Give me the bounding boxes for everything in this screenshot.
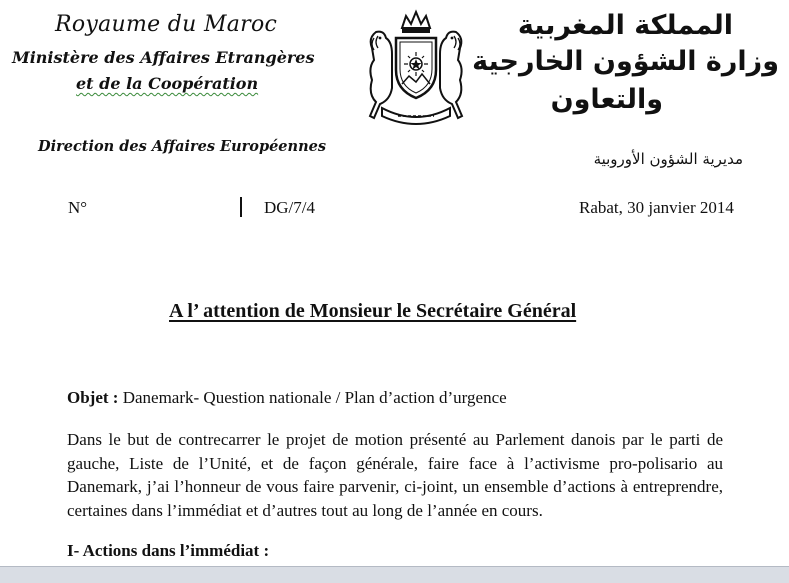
kingdom-title-ar: المملكة المغربية [517,10,733,41]
reference-code: DG/7/4 [264,198,315,217]
objet-label: Objet : [67,388,119,407]
objet-text: Danemark- Question nationale / Plan d’action d’urgence [118,388,507,407]
direction-title-ar: مديرية الشؤون الأوروبية [593,150,743,168]
attention-line: A l’ attention de Monsieur le Secrétaire Général [169,300,577,322]
moroccan-coat-of-arms-icon [364,8,468,132]
ministry-title-ar-line2: والتعاون [550,84,663,115]
reference-separator [240,197,242,217]
kingdom-title-fr: Royaume du Maroc [55,12,278,37]
objet-line [67,388,507,408]
window-bottom-bar [0,566,789,583]
section-1-title: I- Actions dans l’immédiat : [67,541,270,560]
ministry-title-ar-line1: وزارة الشؤون الخارجية [472,46,779,77]
reference-number-label: N° [68,198,88,217]
ministry-title-fr-line2: et de la Coopération [76,74,259,93]
direction-title-fr: Direction des Affaires Européennes [38,138,327,155]
body-paragraph: Dans le but de contrecarrer le projet de motion présenté au Parlement danois par le parti de gauche, Liste de l’Unité, et de façon générale, faire face à l’activisme pro-polisario au Danemark, j’ai l’honneur de vous faire parvenir, ci-joint, un ensemble d’actions à entreprendre, certaines dans l’immédiat et d’autres tout au long de l’année en cours. [67,430,723,520]
ministry-title-fr-line1: Ministère des Affaires Etrangères [12,48,315,67]
reference-date: Rabat, 30 janvier 2014 [579,198,734,217]
